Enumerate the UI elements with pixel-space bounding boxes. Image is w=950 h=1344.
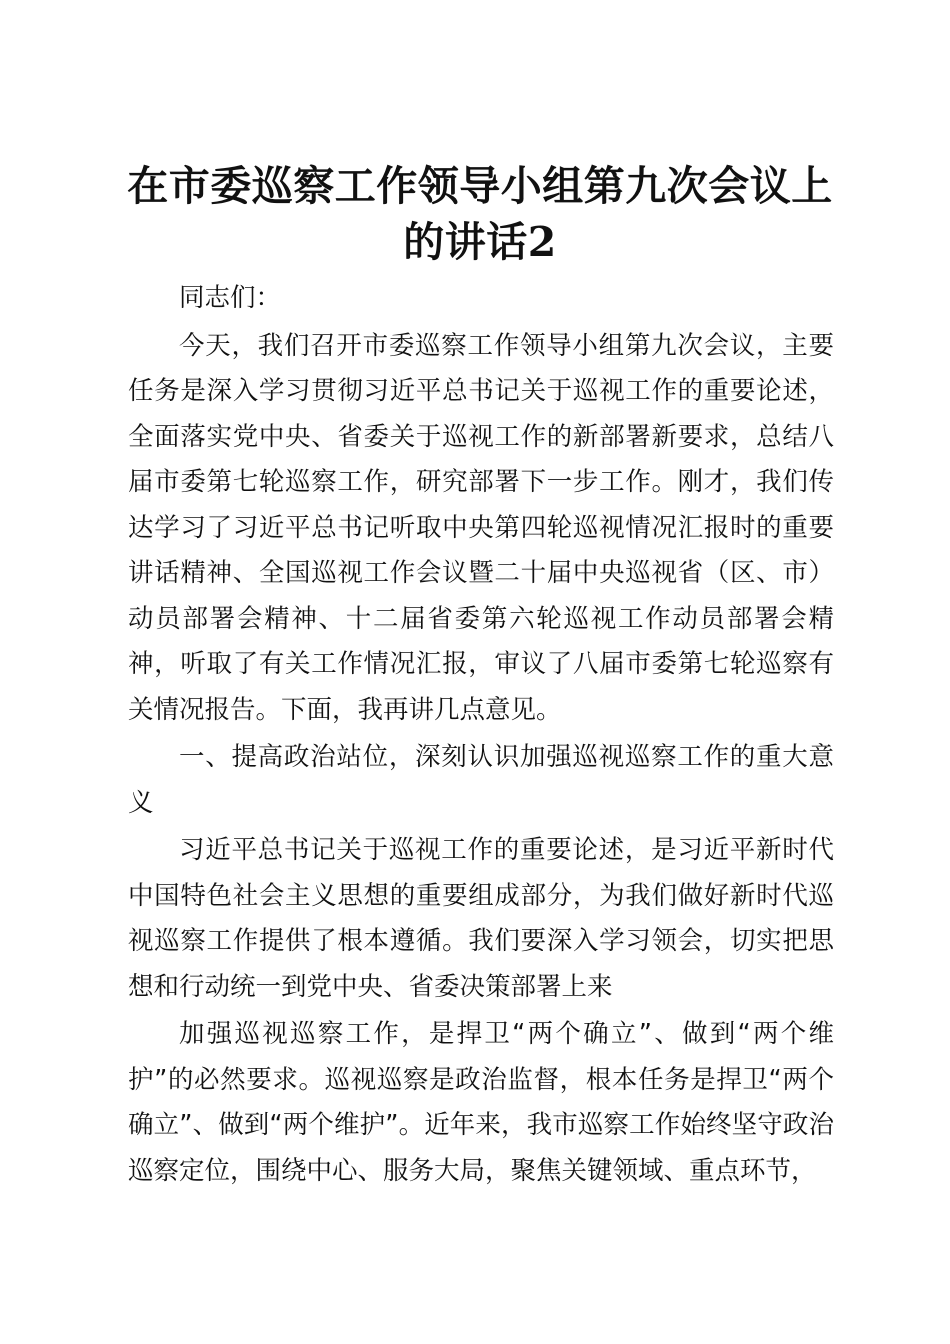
paragraph-intro: 今天，我们召开市委巡察工作领导小组第九次会议，主要任务是深入学习贯彻习近平总书记关于巡视工作的重要论述，全面落实党中央、省委关于巡视工作的新部署新要求，总结八届市委第七轮巡察工作，研究部署下一步工作。刚才，我们传达学习了习近平总书记听取中央第四轮巡视情况汇报时的重要讲话精神、全国巡视工作会议暨二十届中央巡视省（区、市）动员部署会精神、十二届省委第六轮巡视工作动员部署会精神，听取了有关工作情况汇报，审议了八届市委第七轮巡察有关情况报告。下面，我再讲几点意见。 bbox=[128, 330, 834, 725]
document-title: 在市委巡察工作领导小组第九次会议上的讲话2 bbox=[127, 162, 833, 266]
salutation: 同志们： bbox=[179, 283, 282, 313]
paragraph-2: 习近平总书记关于巡视工作的重要论述，是习近平新时代中国特色社会主义思想的重要组成部分，为我们做好新时代巡视巡察工作提供了根本遵循。我们要深入学习领会，切实把思想和行动统一到党中央、省委决策部署上来 bbox=[128, 835, 834, 1002]
section-heading-1: 一、提高政治站位，深刻认识加强巡视巡察工作的重大意义 bbox=[128, 742, 834, 818]
paragraph-3: 加强巡视巡察工作，是捍卫“两个确立”、做到“两个维护”的必然要求。巡视巡察是政治监督，根本任务是捍卫“两个确立”、做到“两个维护”。近年来，我市巡察工作始终坚守政治巡察定位，围绕中心、服务大局，聚焦关键领域、重点环节， bbox=[128, 1019, 834, 1186]
document-body bbox=[128, 276, 834, 1196]
